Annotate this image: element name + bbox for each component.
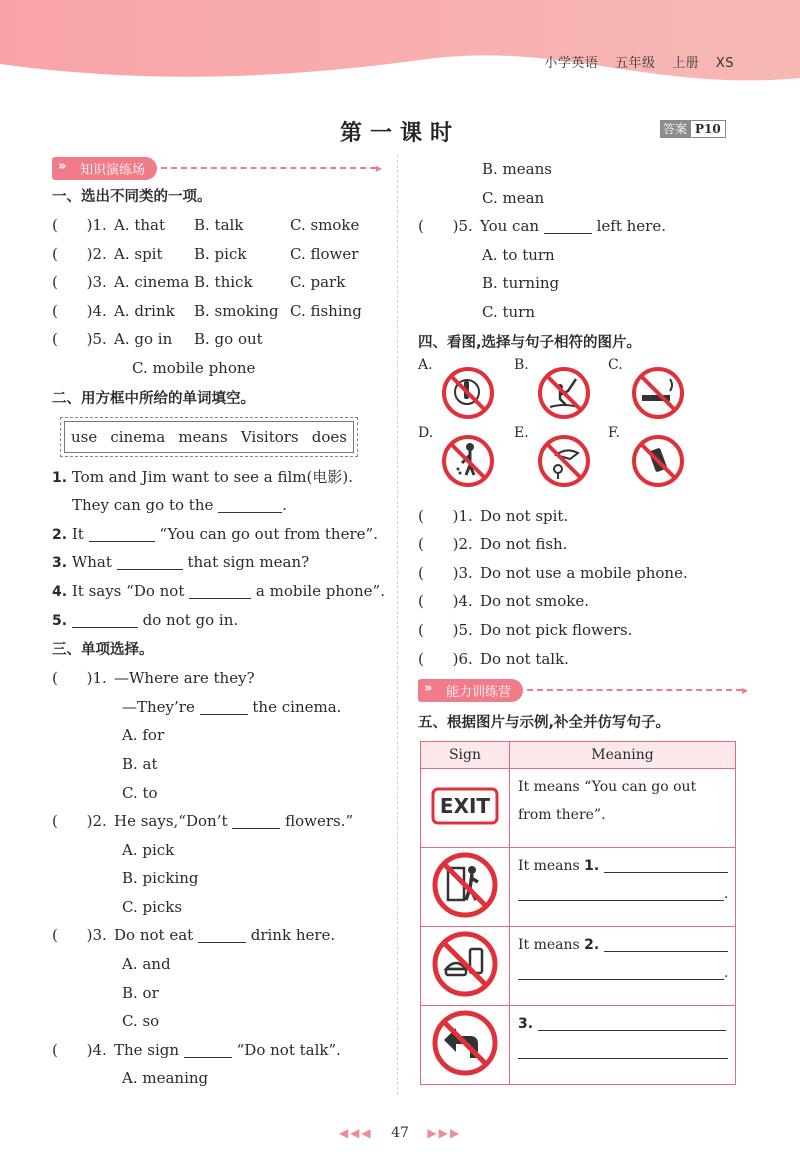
- choice-question: ( )2. He says,“Don’t flowers.”: [52, 812, 354, 831]
- word: means: [178, 427, 228, 446]
- answer-label: 答案: [660, 120, 690, 138]
- choice-question: ( )4. The sign “Do not talk”.: [52, 1040, 341, 1059]
- choice-option: C. to: [122, 783, 158, 802]
- section1-question: ( )2. A. spit B. pick C. flower: [52, 244, 359, 263]
- answer-blank[interactable]: [518, 961, 724, 980]
- page-title: 第一课时: [339, 121, 460, 146]
- section1-question: ( )4. A. drink B. smoking C. fishing: [52, 301, 362, 320]
- example-meaning: It means “You can go out from there”.: [510, 769, 736, 848]
- choice-option: C. turn: [482, 302, 535, 321]
- chevron-icon: »: [58, 158, 67, 174]
- answer-blank[interactable]: [218, 494, 282, 513]
- fill-question: 4. It says “Do not a mobile phone”.: [52, 581, 385, 600]
- answer-blank[interactable]: [604, 854, 728, 873]
- picture-f: F.: [608, 425, 708, 491]
- banner-label: 能力训练营: [446, 684, 512, 700]
- section4-heading: 四、看图,选择与句子相符的图片。: [418, 334, 642, 351]
- col-sign-header: Sign: [421, 742, 510, 769]
- volume: 上册: [672, 56, 700, 71]
- answer-blank[interactable]: [89, 523, 155, 542]
- no-picking-flowers-icon: [536, 433, 592, 489]
- no-mobile-phone-icon: [630, 433, 686, 489]
- no-talking-icon: [440, 365, 496, 421]
- answer-blank[interactable]: [117, 551, 183, 570]
- book-info: [532, 52, 734, 71]
- fill-question: 3. What that sign mean?: [52, 553, 310, 572]
- page-footer: [0, 1125, 800, 1141]
- choice-option: C. picks: [122, 897, 183, 916]
- choice-option: A. and: [122, 955, 171, 974]
- choice-option: A. pick: [122, 840, 175, 859]
- next-arrows-icon: ▶▶▶: [427, 1126, 462, 1140]
- choice-option: B. means: [482, 160, 552, 178]
- match-item: ( )2. Do not fish.: [418, 535, 568, 554]
- no-littering-icon: [440, 433, 496, 489]
- choice-option: C. mean: [482, 188, 545, 207]
- knowledge-banner: [52, 155, 382, 181]
- sign-pictures: [418, 357, 748, 502]
- no-entry-sign-cell: [421, 848, 510, 927]
- meaning-1: It means 1. .: [510, 848, 736, 927]
- picture-c: C.: [608, 357, 708, 423]
- section1-option: C. mobile phone: [132, 358, 256, 377]
- match-item: ( )4. Do not smoke.: [418, 592, 589, 611]
- no-turn-sign-cell: [421, 1006, 510, 1085]
- answer-blank[interactable]: [184, 1039, 232, 1058]
- section1-question: ( )3. A. cinema B. thick C. park: [52, 273, 346, 292]
- section5-heading: 五、根据图片与示例,补全并仿写句子。: [418, 715, 671, 732]
- choice-option: A. to turn: [482, 245, 555, 264]
- match-item: ( )5. Do not pick flowers.: [418, 620, 633, 639]
- no-entry-icon: [430, 850, 500, 920]
- no-left-turn-icon: [430, 1008, 500, 1078]
- match-item: ( )1. Do not spit.: [418, 506, 569, 525]
- chevron-icon: »: [424, 680, 433, 696]
- header-wave: [0, 0, 800, 100]
- arrow-icon: ▸: [375, 161, 382, 175]
- choice-option: B. picking: [122, 869, 199, 888]
- choice-question: ( )3. Do not eat drink here.: [52, 926, 336, 945]
- answer-blank[interactable]: [518, 882, 724, 901]
- section2-heading: 二、用方框中所给的单词填空。: [52, 390, 255, 407]
- page-number: 47: [391, 1125, 409, 1141]
- sign-table: [420, 741, 736, 1085]
- grade: 五年级: [615, 56, 656, 71]
- word: Visitors: [240, 427, 299, 446]
- banner-label: 知识演练场: [80, 162, 146, 178]
- no-food-drink-icon: [430, 929, 500, 999]
- answer-blank[interactable]: [604, 933, 728, 952]
- ability-banner: [418, 677, 748, 703]
- word-box: [64, 421, 354, 453]
- section1-heading: 一、选出不同类的一项。: [52, 189, 212, 205]
- fill-question: 2. It “You can go out from there”.: [52, 524, 378, 543]
- answer-blank[interactable]: [200, 696, 248, 715]
- section1-question: ( )5. A. go in B. go out: [52, 330, 263, 349]
- exit-sign-icon: [430, 786, 500, 826]
- section3-heading: 三、单项选择。: [52, 642, 154, 659]
- answer-blank[interactable]: [189, 580, 251, 599]
- right-column: [418, 155, 748, 1085]
- picture-b: B.: [514, 357, 614, 423]
- answer-blank[interactable]: [232, 810, 280, 829]
- fill-question: 5. do not go in.: [52, 610, 239, 629]
- match-item: ( )3. Do not use a mobile phone.: [418, 563, 688, 582]
- picture-d: D.: [418, 425, 518, 491]
- svg-text:EXIT: EXIT: [439, 794, 491, 819]
- word: use: [71, 427, 98, 446]
- fill-question: 1. Tom and Jim want to see a film(电影).: [52, 467, 353, 486]
- answer-blank[interactable]: [72, 609, 138, 628]
- choice-question: ( )5. You can left here.: [418, 217, 666, 236]
- no-smoking-icon: [630, 365, 686, 421]
- fill-question-line: They can go to the .: [72, 496, 287, 515]
- word: does: [311, 427, 347, 446]
- left-column: [52, 155, 385, 1093]
- section1-question: ( )1. A. that B. talk C. smoke: [52, 216, 360, 234]
- picture-e: E.: [514, 425, 614, 491]
- picture-a: A.: [418, 357, 518, 423]
- no-fishing-icon: [536, 365, 592, 421]
- answer-blank[interactable]: [518, 1040, 728, 1059]
- meaning-2: It means 2. .: [510, 927, 736, 1006]
- choice-question: ( )1. —Where are they?: [52, 669, 255, 688]
- choice-option: C. so: [122, 1012, 160, 1031]
- col-meaning-header: Meaning: [510, 742, 736, 769]
- answer-blank[interactable]: [544, 215, 592, 234]
- column-divider: [397, 155, 398, 1095]
- meaning-3: 3.: [510, 1006, 736, 1085]
- answer-badge: [660, 120, 726, 138]
- answer-page: P10: [690, 120, 726, 138]
- choice-option: A. for: [122, 726, 165, 745]
- answer-blank[interactable]: [198, 924, 246, 943]
- choice-option: B. turning: [482, 274, 560, 293]
- word: cinema: [110, 427, 166, 446]
- no-food-sign-cell: [421, 927, 510, 1006]
- choice-line: —They’re the cinema.: [122, 697, 342, 716]
- answer-blank[interactable]: [538, 1012, 726, 1031]
- arrow-icon: ▸: [741, 683, 748, 698]
- edition: XS: [715, 56, 734, 71]
- match-item: ( )6. Do not talk.: [418, 649, 569, 668]
- choice-option: B. or: [122, 983, 159, 1002]
- prev-arrows-icon: ◀◀◀: [338, 1126, 373, 1140]
- header-band: [0, 0, 800, 100]
- choice-option: A. meaning: [122, 1069, 209, 1088]
- choice-option: B. at: [122, 754, 158, 773]
- exit-sign-cell: [421, 769, 510, 848]
- subject: 小学英语: [544, 56, 599, 71]
